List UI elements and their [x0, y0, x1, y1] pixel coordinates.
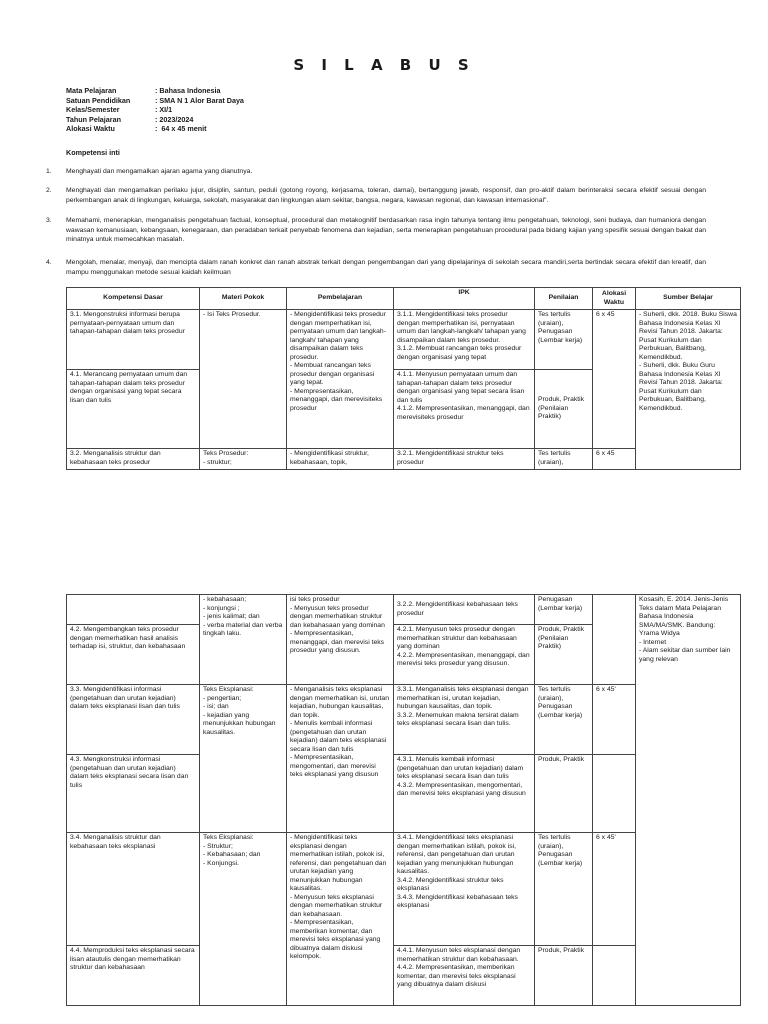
cell-materi: Teks Eksplanasi: - Struktur; - Kebahasaan; dan - Konjungsi. [200, 833, 287, 1006]
ki-number: 1. [46, 168, 52, 175]
cell-ipk: 4.3.1. Menulis kembali informasi (pengetahuan dan urutan kejadian) dalam teks eksplanasi secara lisan dan tulis 4.3.2. Mempresentasikan, mengomentari, dan merevisi teks eksplanasi yang disusun [394, 755, 535, 833]
cell-alokasi: 6 x 45' [593, 833, 636, 946]
cell-kd: 3.3. Mengidentifikasi informasi (pengetahuan dan urutan kejadian) dalam teks eksplanasi lisan dan tulis [67, 685, 200, 755]
table-row [67, 595, 741, 625]
kompetensi-inti-item [46, 186, 706, 205]
cell-alokasi: 6 x 45 [593, 449, 636, 470]
cell-pembelajaran: - Menganalisis teks eksplanasi dengan memerhatikan isi, urutan kejadian, hubungan kausalitas, dan topik. - Menulis kembali informasi (pengetahuan dan urutan kejadian) dalam teks eksplanasi secara lisan dan tulis - Mempresentasikan, mengomentari, dan merevisi teks eksplanasi yang disusun [287, 685, 394, 833]
cell-sumber: Kosasih, E. 2014. Jenis-Jenis Teks dalam Mata Pelajaran Bahasa Indonesia SMA/MA/SMK. Bandung: Yrama Widya - Internet - Alam sekitar dan sumber lain yang relevan [636, 595, 741, 1006]
kompetensi-inti-heading: Kompetensi inti [66, 148, 120, 157]
meta-row [66, 115, 244, 125]
meta-row [66, 124, 244, 134]
col-header-penilaian: Penilaian [535, 288, 593, 310]
table-row [67, 310, 741, 370]
ki-text: Memahami, menerapkan, menganalisis pengetahuan factual, konseptual, procedural dan metakognitif berdasarkan rasa ingin tahunya tentang ilmu pengetahuan, teknologi, seni budaya, dan humaniora dengan wawasan kemanusiaan, kebangsaan, kenegaraan, dan peradaban terkait penyebab fenomena dan kejadian, serta menerapkan pengetahuan procedural pada bidang kajian yang spesifik sesuai dengan bakat dan minatnya untuk memecahkan masalah. [66, 217, 706, 244]
cell-penilaian: Tes tertulis (uraian), Penugasan (Lembar kerja) [535, 310, 593, 370]
meta-label: Mata Pelajaran [66, 86, 117, 95]
meta-value: : XI/1 [155, 105, 173, 115]
meta-label: Alokasi Waktu [66, 124, 115, 134]
cell-kd: 4.3. Mengkonstruksi informasi (pengetahuan dan urutan kejadian) dalam teks eksplanasi secara lisan dan tulis [67, 755, 200, 833]
kompetensi-inti-item [46, 258, 706, 277]
cell-alokasi [593, 595, 636, 685]
meta-row [66, 96, 244, 106]
cell-alokasi [593, 946, 636, 1006]
cell-alokasi: 6 x 45' [593, 685, 636, 755]
cell-materi: Teks Prosedur: - struktur; [200, 449, 287, 470]
col-header-sumber-belajar: Sumber Belajar [636, 288, 741, 310]
cell-penilaian: Produk, Praktik [535, 755, 593, 833]
cell-materi: - kebahasaan; - konjungsi ; - jenis kalimat; dan - verba material dan verba tingkah laku. [200, 595, 287, 685]
cell-ipk: 3.1.1. Mengidentifikasi teks prosedur dengan memperhatikan isi, pernyataan umum dan langkah-langkah/ tahapan yang disampaikan dalam teks prosedur. 3.1.2. Membuat rancangan teks prosedur dengan organisasi yang tepat [394, 310, 535, 370]
cell-penilaian: Produk, Praktik (Penilaian Praktik) [535, 370, 593, 449]
cell-penilaian: Produk, Praktik (Penilaian Praktik) [535, 625, 593, 685]
table-header-row [67, 288, 741, 310]
cell-kd: 4.4. Memproduksi teks eksplanasi secara lisan atautulis dengan memerhatikan struktur dan kebahasaan [67, 946, 200, 1006]
cell-pembelajaran: - Mengidentifikasi struktur, kebahasaan, topik, [287, 449, 394, 470]
meta-row [66, 105, 244, 115]
col-header-alokasi-waktu: Alokasi Waktu [593, 288, 636, 310]
col-header-kompetensi-dasar: Kompetensi Dasar [67, 288, 200, 310]
cell-ipk: 3.4.1. Mengidentifikasi teks eksplanasi dengan memerhatikan istilah, pokok isi, referensi, dan pengetahuan dan urutan kejadian yang menunjukkan hubungan kausalitas. 3.4.2. Mengidentifikasi struktur teks eksplanasi 3.4.3. Mengidentifikasi kebahasaan teks eksplanasi [394, 833, 535, 946]
cell-kd: 3.4. Menganalisis struktur dan kebahasaan teks eksplanasi [67, 833, 200, 946]
cell-penilaian: Tes tertulis (uraian), [535, 449, 593, 470]
cell-kd: 3.1. Mengonstruksi informasi berupa pernyataan-pernyataan umum dan tahapan-tahapan dalam teks prosedur [67, 310, 200, 370]
page-title: S I L A B U S [293, 56, 475, 74]
cell-penilaian: Tes tertulis (uraian), Penugasan (Lembar kerja) [535, 833, 593, 946]
meta-label: Satuan Pendidikan [66, 95, 131, 105]
cell-kd: 3.2. Menganalisis struktur dan kebahasaan teks prosedur [67, 449, 200, 470]
ki-number: 3. [46, 217, 52, 224]
cell-ipk: 4.4.1. Menyusun teks eksplanasi dengan memerhatikan struktur dan kebahasaan. 4.4.2. Mempresentasikan, memberikan komentar, dan merevisi teks eksplanasi yang dibuatnya dalam diskusi [394, 946, 535, 1006]
col-header-pembelajaran: Pembelajaran [287, 288, 394, 310]
kompetensi-inti-item [46, 167, 706, 177]
cell-penilaian: Tes tertulis (uraian), Penugasan (Lembar kerja) [535, 685, 593, 755]
cell-ipk: 4.1.1. Menyusun pernyataan umum dan tahapan-tahapan dalam teks prosedur dengan organisasi yang tepat secara lisan dan tulis 4.1.2. Mempresentasikan, menanggapi, dan merevisiteks prosedur [394, 370, 535, 449]
ki-number: 4. [46, 259, 52, 266]
ki-text: Menghayati dan mengamalkan ajaran agama yang dianutnya. [66, 168, 253, 175]
meta-value: : SMA N 1 Alor Barat Daya [155, 95, 244, 105]
cell-pembelajaran: isi teks prosedur - Menyusun teks prosedur dengan memerhatikan struktur dan kebahasaan yang dominan - Mempresentasikan, menanggapi, dan merevisi teks prosedur yang disusun. [287, 595, 394, 685]
col-header-materi-pokok: Materi Pokok [200, 288, 287, 310]
cell-penilaian: Penugasan (Lembar kerja) [535, 595, 593, 625]
meta-label: Tahun Pelajaran [66, 114, 121, 124]
meta-row [66, 86, 244, 96]
meta-value: : Bahasa Indonesia [155, 86, 221, 95]
cell-ipk: 3.2.1. Mengidentifikasi struktur teks prosedur [394, 449, 535, 470]
cell-materi: - Isi Teks Prosedur. [200, 310, 287, 449]
meta-label: Kelas/Semester [66, 105, 120, 115]
cell-materi: Teks Eksplanasi: - pengertian; - isi; dan - kejadian yang menunjukkan hubungan kausalitas. [200, 685, 287, 833]
ki-number: 2. [46, 187, 52, 194]
cell-penilaian: Produk, Praktik [535, 946, 593, 1006]
cell-sumber: - Suherli, dkk. 2018. Buku Siswa Bahasa Indonesia Kelas XI Revisi Tahun 2018. Jakarta: Pusat Kurikulum dan Perbukuan, Balitbang, Kemendikbud. - Suherli, dkk. Buku Guru Bahasa Indonesia Kelas XI Revisi Tahun 2018. Jakarta: Pusat Kurikulum dan Perbukuan, Balitbang, Kemendikbud. [636, 310, 741, 470]
ki-text: Mengolah, menalar, menyaji, dan mencipta dalam ranah konkret dan ranah abstrak terkait dengan pengembangan dari yang dipelajarinya di sekolah secara mandiri,serta bertindak secara efektif dan kreatif, dan mampu menggunakan metode sesuai kaidah keilmuan [66, 259, 706, 276]
ki-text: Menghayati dan mengamalkan perilaku jujur, disiplin, santun, peduli (gotong royong, kerjasama, toleran, damai), bertanggung jawab, responsif, dan pro-aktif dalam berinteraksi secara efektif sesuai dengan perkembangan anak di lingkungan, keluarga, sekolah, masyarakat dan lingkungan alam sekitar, bangsa, negara, kawasan regional, dan kawasan internasional". [66, 187, 706, 204]
cell-ipk: 4.2.1. Menyusun teks prosedur dengan memerhatikan struktur dan kebahasaan yang dominan 4.2.2. Mempresentasikan, menanggapi, dan merevisi teks prosedur yang disusun. [394, 625, 535, 685]
cell-ipk: 3.2.2. Mengidentifikasi kebahasaan teks prosedur [394, 595, 535, 625]
meta-value: : 64 x 45 menit [155, 124, 207, 134]
cell-pembelajaran: - Mengidentifikasi teks eksplanasi dengan memerhatikan istilah, pokok isi, referensi, dan pengetahuan dan urutan kejadian yang menunjukkan hubungan kausalitas. - Menyusun teks eksplanasi dengan memerhatikan struktur dan kebahasaan. - Mempresentasikan, memberikan komentar, dan merevisi teks eksplanasi yang dibuatnya dalam diskusi kelompok. [287, 833, 394, 1006]
meta-value: : 2023/2024 [155, 114, 194, 124]
cell-kd: 4.2. Mengembangkan teks prosedur dengan memerhatikan hasil analisis terhadap isi, struktur, dan kebahasaan [67, 625, 200, 685]
syllabus-table-2 [66, 594, 741, 1006]
syllabus-meta [66, 86, 244, 134]
cell-alokasi: 6 x 45 [593, 310, 636, 449]
cell-kd [67, 595, 200, 625]
cell-ipk: 3.3.1. Menganalisis teks eksplanasi dengan memerhatikan isi, urutan kejadian, hubungan kausalitas, dan topik. 3.3.2. Menemukan makna tersirat dalam teks eksplanasi secara lisan dan tulis. [394, 685, 535, 755]
cell-kd: 4.1. Merancang pernyataan umum dan tahapan-tahapan dalam teks prosedur dengan organisasi yang tepat secara lisan dan tulis [67, 370, 200, 449]
cell-pembelajaran: - Mengidentifikasi teks prosedur dengan memperhatikan isi, pernyataan umum dan langkah-langkah/ tahapan yang disampaikan dalam teks prosedur. - Membuat rancangan teks prosedur dengan organisasi yang tepat. - Mempresentasikan, menanggapi, dan merevisiteks prosedur [287, 310, 394, 449]
col-header-ipk: IPK [394, 288, 535, 310]
cell-alokasi [593, 755, 636, 833]
syllabus-table-1 [66, 287, 741, 470]
kompetensi-inti-item [46, 216, 706, 245]
